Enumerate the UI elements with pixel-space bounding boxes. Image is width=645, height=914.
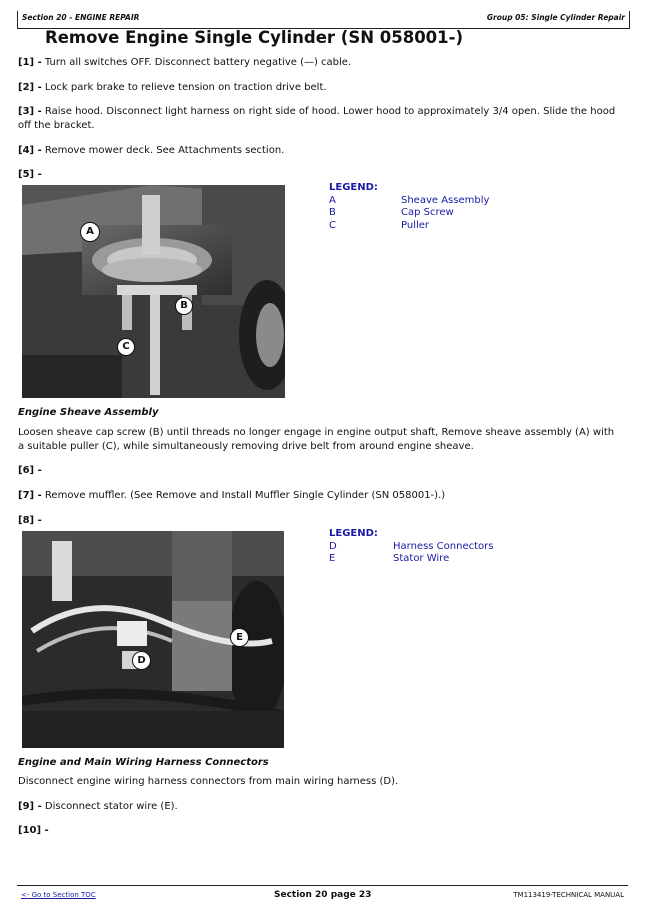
- step-4-text: Remove mower deck. See Attachments section.: [44, 145, 285, 156]
- step-1-number: [1] -: [18, 57, 42, 68]
- step-2-number: [2] -: [18, 82, 42, 93]
- step-8: [18, 514, 623, 528]
- figure-1-caption: Engine Sheave Assembly: [18, 407, 159, 418]
- legend-1-row: [329, 195, 529, 208]
- step-7-text: Remove muffler. (See Remove and Install Muffler Single Cylinder (SN 058001-).): [44, 490, 446, 501]
- step-3: [18, 105, 623, 133]
- step-5-number: [5] -: [18, 169, 42, 180]
- legend-2-title: LEGEND:: [329, 528, 378, 539]
- step-7: [18, 489, 623, 503]
- section-label: Section 20 - ENGINE REPAIR: [22, 13, 140, 22]
- legend-key: D: [329, 540, 337, 552]
- legend-1-row: [329, 220, 529, 233]
- legend-value: Puller: [401, 219, 430, 231]
- step-3-number: [3] -: [18, 106, 42, 117]
- callout-a: A: [80, 222, 100, 242]
- step-7-number: [7] -: [18, 490, 42, 501]
- legend-value: Sheave Assembly: [401, 194, 490, 206]
- callout-e: E: [230, 628, 249, 647]
- step-9: [18, 800, 623, 814]
- step-2: [18, 81, 623, 95]
- group-label: Group 05: Single Cylinder Repair: [486, 13, 625, 22]
- go-to-toc-link[interactable]: <- Go to Section TOC: [21, 891, 96, 899]
- step-9-text: Disconnect stator wire (E).: [44, 801, 178, 812]
- figure-2-description: Disconnect engine wiring harness connectors from main wiring harness (D).: [18, 776, 399, 787]
- legend-2: [329, 528, 529, 566]
- page-header: [17, 11, 630, 29]
- step-4: [18, 144, 623, 158]
- step-8-number: [8] -: [18, 515, 42, 526]
- callout-b: B: [175, 297, 193, 315]
- legend-key: A: [329, 194, 336, 206]
- step-5: [18, 168, 623, 182]
- step-3-text: Raise hood. Disconnect light harness on right side of hood. Lower hood to approximately 3/4 open. Slide the hood off the bracket.: [18, 106, 616, 131]
- legend-1-title: LEGEND:: [329, 182, 378, 193]
- page-footer: [17, 885, 628, 906]
- step-4-number: [4] -: [18, 145, 42, 156]
- figure-2-caption: Engine and Main Wiring Harness Connectors: [18, 757, 269, 768]
- step-1-text: Turn all switches OFF. Disconnect battery negative (—) cable.: [44, 57, 352, 68]
- legend-key: E: [329, 553, 336, 564]
- step-6: [18, 464, 623, 478]
- step-10-number: [10] -: [18, 825, 49, 836]
- legend-value: Harness Connectors: [393, 540, 494, 552]
- legend-key: B: [329, 207, 336, 218]
- legend-value: Stator Wire: [393, 553, 450, 564]
- step-2-text: Lock park brake to relieve tension on traction drive belt.: [44, 82, 327, 93]
- manual-id: TM113419-TECHNICAL MANUAL: [513, 891, 624, 899]
- legend-key: C: [329, 219, 336, 231]
- step-1: [18, 56, 623, 70]
- sheave-assembly-photo: [22, 185, 285, 398]
- callout-c: C: [117, 338, 135, 356]
- step-9-number: [9] -: [18, 801, 42, 812]
- legend-1: [329, 182, 529, 232]
- page-number: Section 20 page 23: [274, 890, 372, 900]
- legend-2-row: [329, 553, 529, 566]
- legend-2-row: [329, 541, 529, 554]
- legend-value: Cap Screw: [401, 207, 454, 218]
- page-title: Remove Engine Single Cylinder (SN 058001-): [45, 28, 464, 47]
- figure-1-description: Loosen sheave cap screw (B) until threads no longer engage in engine output shaft, Remove sheave assembly (A) with a suitable puller (C), while simultaneously removing drive belt from around engine sheave.: [18, 427, 615, 452]
- callout-d: D: [132, 651, 151, 670]
- legend-1-row: [329, 207, 529, 220]
- step-10: [18, 824, 623, 838]
- step-6-number: [6] -: [18, 465, 42, 476]
